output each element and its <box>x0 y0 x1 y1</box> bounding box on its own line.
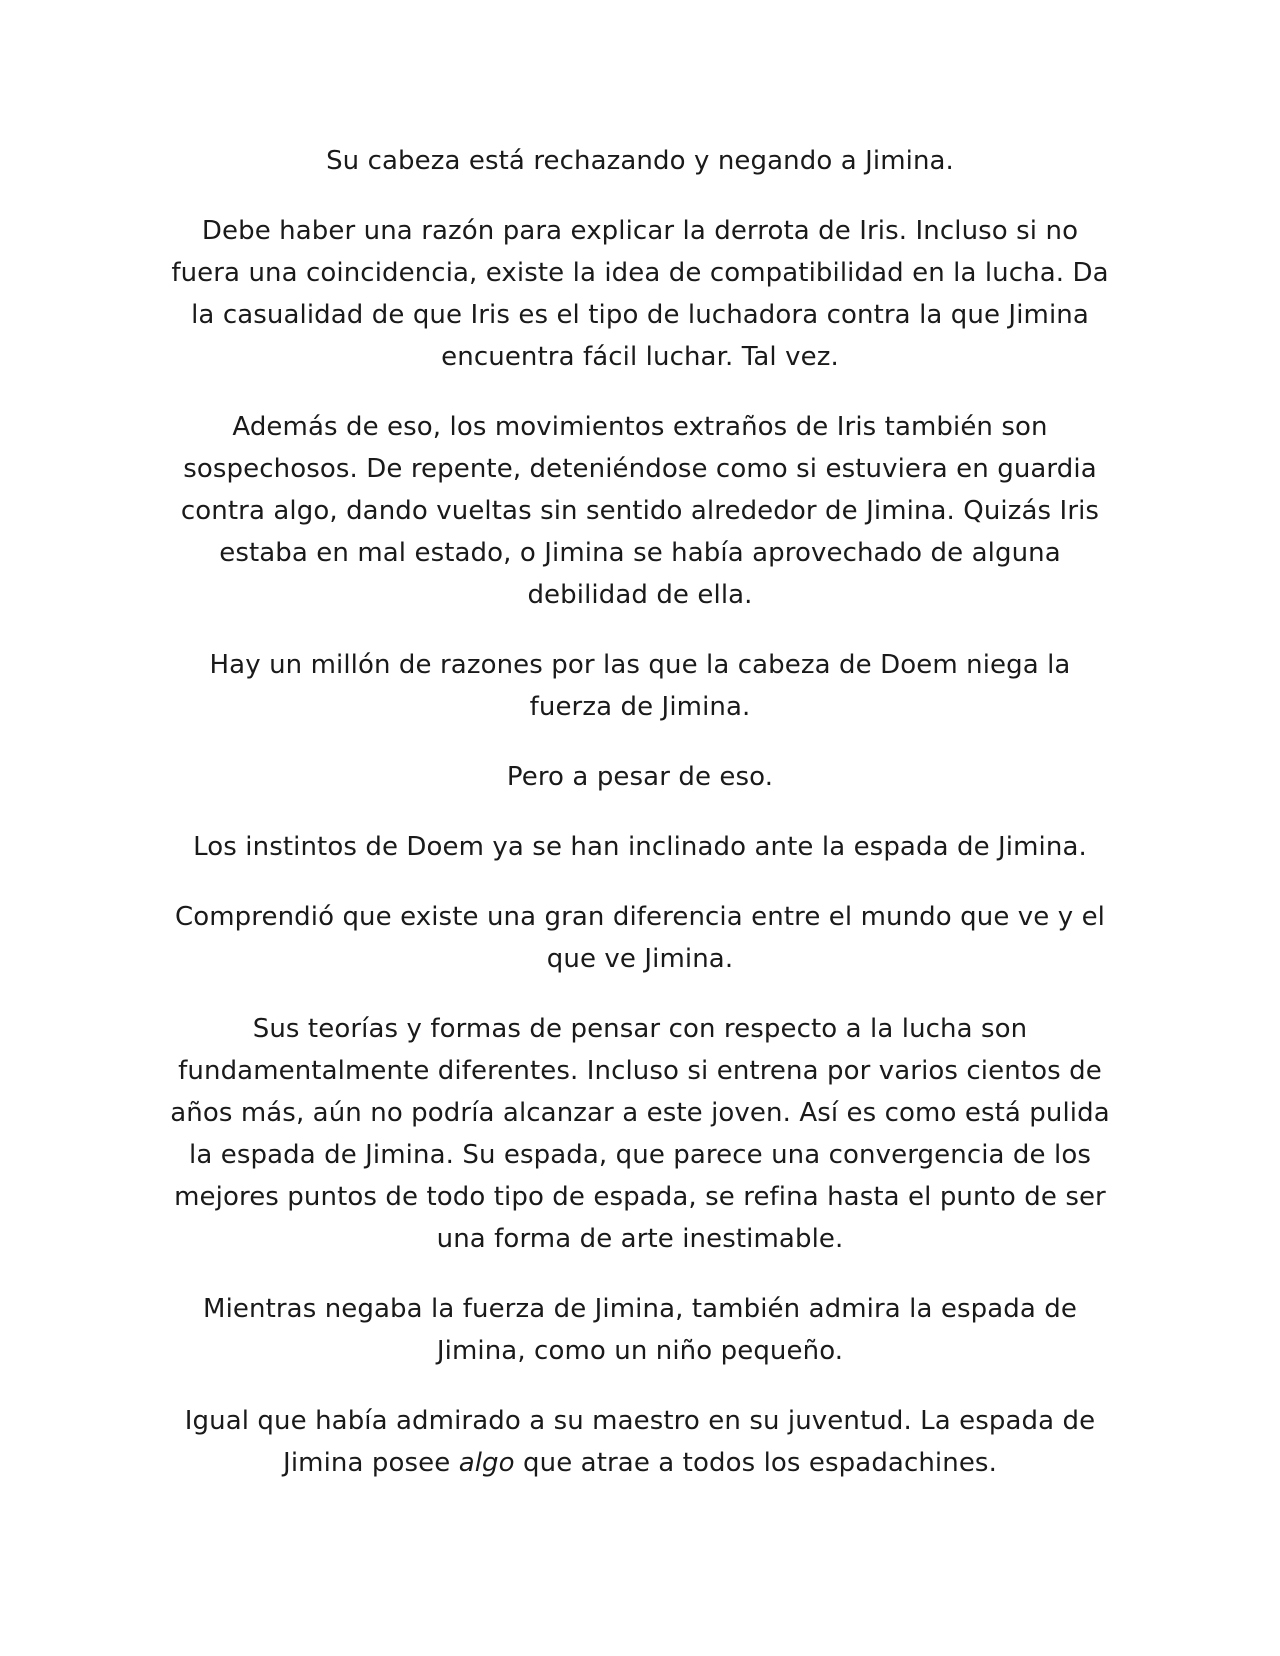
paragraph-1: Su cabeza está rechazando y negando a Jimina. <box>326 146 954 176</box>
paragraph-2: Debe haber una razón para explicar la derrota de Iris. Incluso si no fuera una coincidencia, existe la idea de compatibilidad en la lucha. Da la casualidad de que Iris es el tipo de luchadora contra la que Jimina encuentra fácil luchar. Tal vez. <box>171 216 1109 372</box>
paragraph-10-after: que atrae a todos los espadachines. <box>514 1448 997 1478</box>
paragraph-10-emphasis: algo <box>458 1448 515 1478</box>
paragraph-10-before: Igual que había admirado a su maestro en su juventud. La espada de Jimina posee <box>184 1406 1096 1478</box>
paragraph-5: Pero a pesar de eso. <box>506 762 774 792</box>
paragraph-9: Mientras negaba la fuerza de Jimina, también admira la espada de Jimina, como un niño pequeño. <box>203 1294 1077 1366</box>
paragraph-8: Sus teorías y formas de pensar con respecto a la lucha son fundamentalmente diferentes. Incluso si entrena por varios cientos de años más, aún no podría alcanzar a este joven. Así es como está pulida la espada de Jimina. Su espada, que parece una convergencia de los mejores puntos de todo tipo de espada, se refina hasta el punto de ser una forma de arte inestimable. <box>170 1014 1110 1254</box>
paragraph-3: Además de eso, los movimientos extraños de Iris también son sospechosos. De repente, deteniéndose como si estuviera en guardia contra algo, dando vueltas sin sentido alrededor de Jimina. Quizás Iris estaba en mal estado, o Jimina se había aprovechado de alguna debilidad de ella. <box>180 412 1100 610</box>
paragraph-6: Los instintos de Doem ya se han inclinado ante la espada de Jimina. <box>193 832 1087 862</box>
paragraph-10 <box>170 1400 1110 1484</box>
document-page <box>170 140 1110 1512</box>
paragraph-7: Comprendió que existe una gran diferencia entre el mundo que ve y el que ve Jimina. <box>174 902 1106 974</box>
paragraph-4: Hay un millón de razones por las que la cabeza de Doem niega la fuerza de Jimina. <box>209 650 1071 722</box>
